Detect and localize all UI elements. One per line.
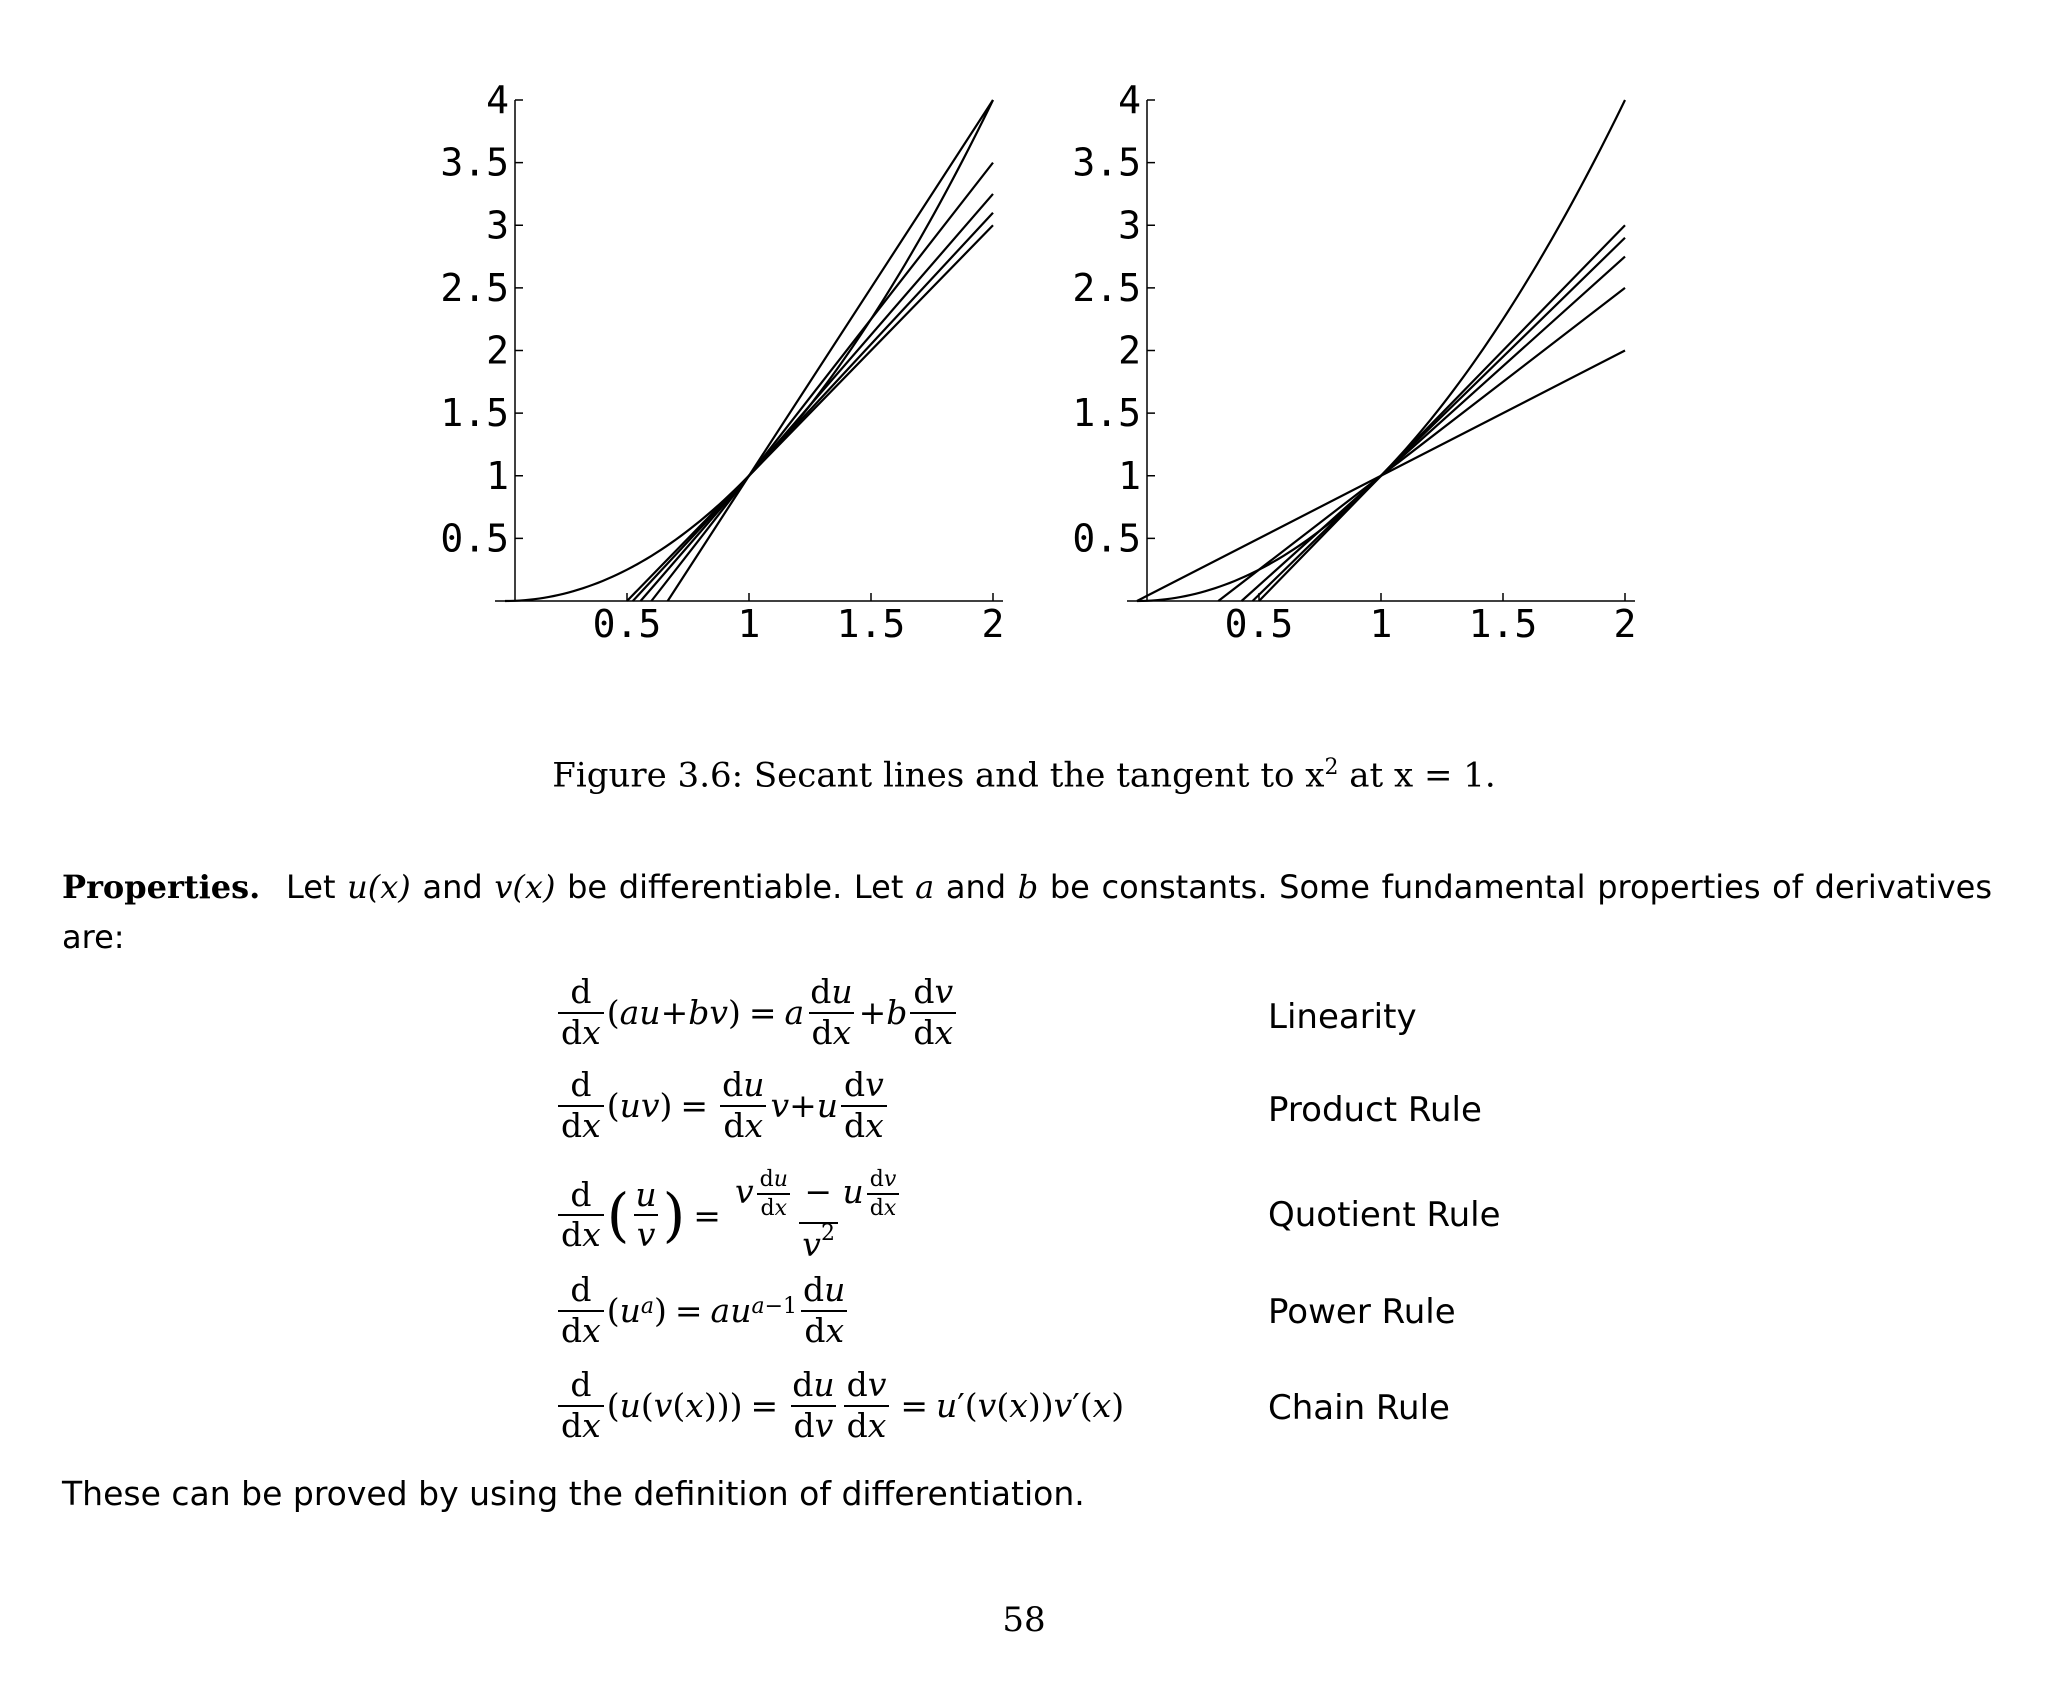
caption-tail: at x = 1. [1338,755,1496,796]
y-tick-label: 2.5 [440,265,509,310]
y-tick-label: 4 [486,78,509,122]
secant-plot-right [1032,60,1732,660]
x-tick-label: 1 [1369,602,1393,646]
properties-text-8: be constants. Some fundamental properties of derivatives are: [62,868,1992,956]
secant-line-4 [1253,238,1625,601]
secant-line-3 [1242,257,1625,601]
secant-line-1 [668,100,993,601]
curve-x-squared [1137,100,1625,601]
page-number: 58 [1002,1600,1046,1640]
equation-chain-rule: $\frac{d}{dx}$ ( u ( v ( x ))) = $\frac{du}{dv}$ $\frac{dv}{dx}$ = u ′( v ( x )) v ′( x ) [555,1368,1124,1443]
properties-math-v: v(x) [494,868,556,906]
properties-text-0: Let [285,868,336,906]
y-tick-label: 1 [486,453,509,498]
secant-plot-left [400,60,1100,660]
equation-product-rule: $\frac{d}{dx}$ ( uv ) = $\frac{du}{dx}$ v + u $\frac{dv}{dx}$ [555,1068,890,1143]
equation-quotient-rule: $\frac{d}{dx}$ ( $\frac{u}{v}$ ) = v $\frac{du}{dx}$ − u $\frac{dv}{dx}$ $v^2$ [555,1168,908,1263]
secant-line-4 [633,213,993,601]
y-tick-label: 3.5 [440,140,509,185]
secant-line-5 [627,225,993,601]
y-tick-label: 4 [1118,78,1141,122]
properties-math-b: b [1017,868,1039,906]
y-tick-label: 2.5 [1072,265,1141,310]
rule-name-product: Product Rule [1268,1090,1482,1130]
figure-caption [0,755,2048,795]
secant-line-2 [651,163,993,601]
y-tick-label: 0.5 [440,516,509,561]
properties-text-2: and [422,868,483,906]
y-tick-label: 3 [1118,203,1141,248]
properties-paragraph [62,862,1992,962]
caption-superscript: 2 [1324,755,1339,780]
x-tick-label: 0.5 [592,602,662,646]
rule-name-quotient: Quotient Rule [1268,1195,1501,1235]
y-tick-label: 0.5 [1072,516,1141,561]
properties-math-a: a [915,868,935,906]
secant-line-2 [1218,288,1625,601]
curve-x-squared [505,100,993,601]
properties-math-u: u(x) [347,868,411,906]
secant-line-3 [641,194,993,601]
x-tick-label: 1 [737,602,761,646]
x-tick-label: 1.5 [1468,602,1538,646]
y-tick-label: 1 [1118,453,1141,498]
y-tick-label: 2 [1118,328,1141,373]
x-tick-label: 2 [981,602,1005,646]
closing-sentence: These can be proved by using the definition of differentiation. [62,1474,1085,1513]
equation-power-rule: $\frac{d}{dx}$ ( u $^a$ ) = au $^{a -1}$ $\frac{du}{dx}$ [555,1273,851,1348]
rule-name-power: Power Rule [1268,1292,1456,1332]
rule-name-linearity: Linearity [1268,997,1417,1037]
x-tick-label: 2 [1613,602,1637,646]
properties-text-4: be differentiable. Let [567,868,904,906]
y-tick-label: 2 [486,328,509,373]
properties-heading: Properties. [62,868,261,906]
caption-text: Figure 3.6: Secant lines and the tangent to x [552,755,1325,796]
properties-text-6: and [945,868,1007,906]
y-tick-label: 3.5 [1072,140,1141,185]
y-tick-label: 1.5 [1072,391,1141,436]
rule-name-chain: Chain Rule [1268,1388,1450,1428]
x-tick-label: 1.5 [836,602,906,646]
secant-line-5 [1259,225,1625,601]
y-tick-label: 1.5 [440,391,509,436]
y-tick-label: 3 [486,203,509,248]
x-tick-label: 0.5 [1224,602,1294,646]
equation-linearity: $\frac{d}{dx}$ ( au + bv ) = a $\frac{du}{dx}$ + b $\frac{dv}{dx}$ [555,975,959,1050]
